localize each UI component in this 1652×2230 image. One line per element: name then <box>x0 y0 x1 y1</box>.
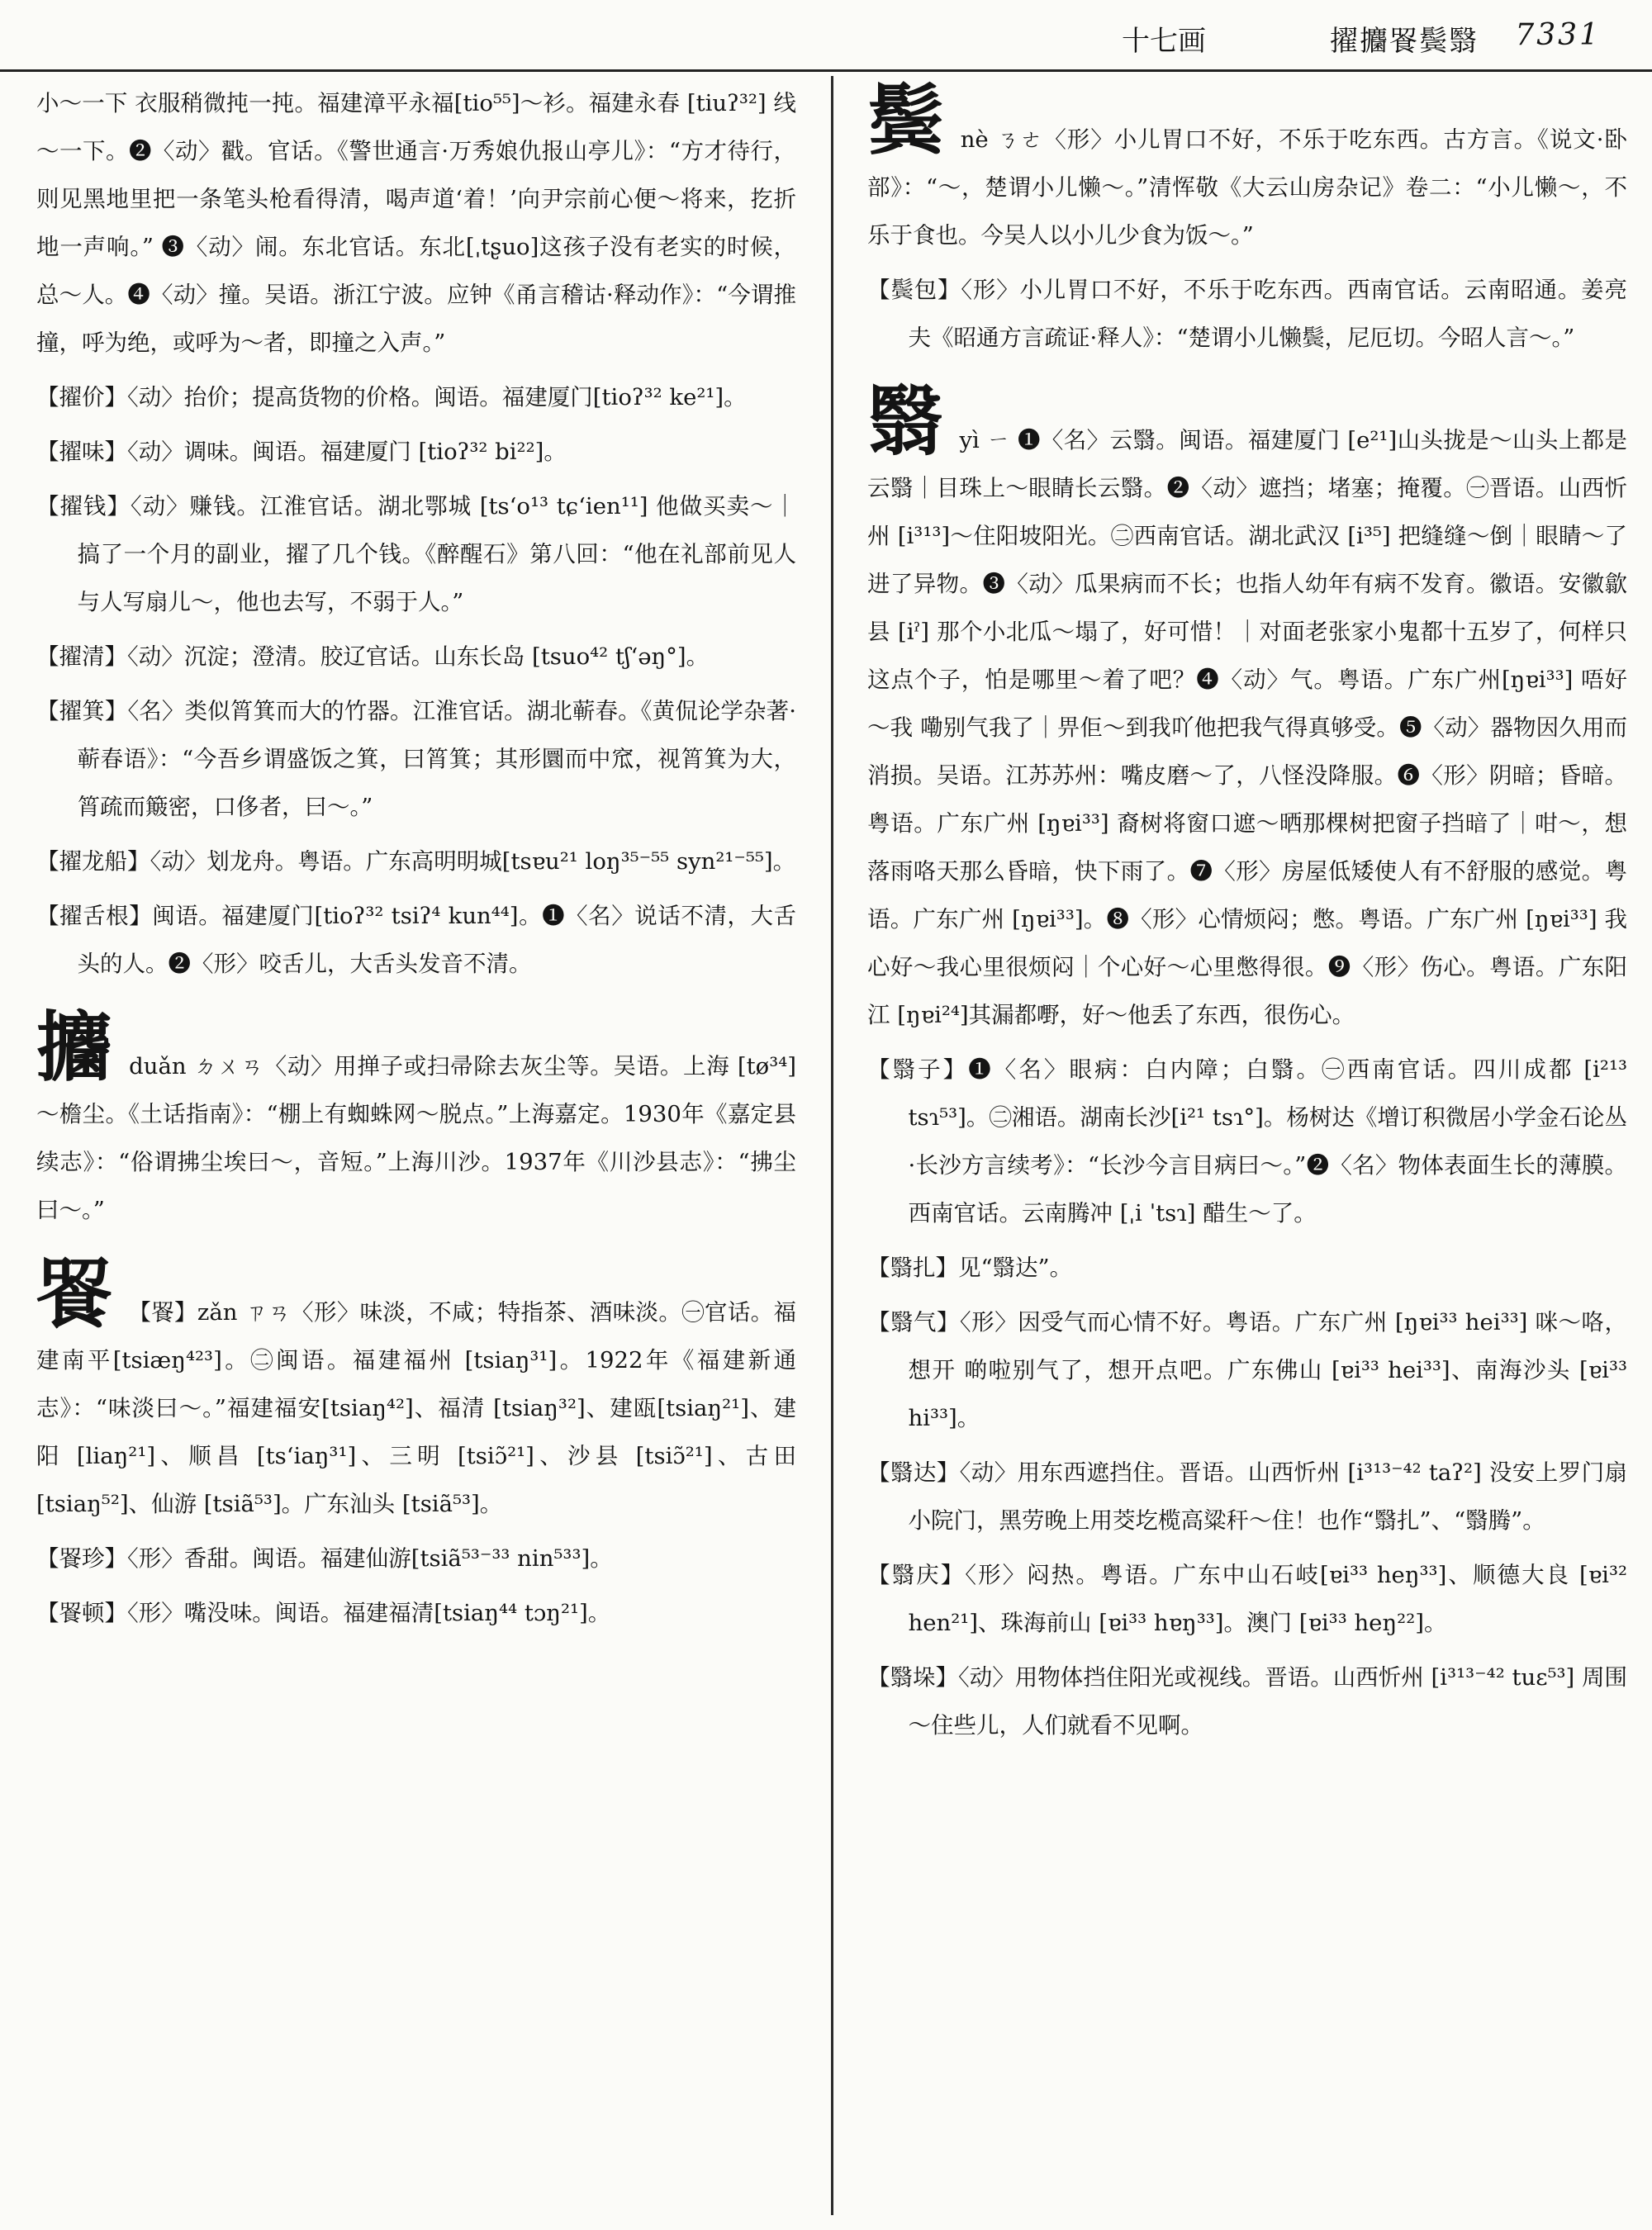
entry-yiduo: 【翳垛】〈动〉用物体挡住阳光或视线。晋语。山西忻州 [i³¹³⁻⁴² tuɛ⁵³] 周围～住些儿，人们就看不见啊。 <box>867 1664 1627 1739</box>
entry-zhuoji: 【擢箕】〈名〉类似筲箕而大的竹器。江淮官话。湖北蕲春。《黄侃论学杂著·蕲春语》：“今吾乡谓盛饭之箕，曰筲箕；其形圜而中窊，视筲箕为大，筲疏而簸密，口侈者，曰～。” <box>36 698 796 820</box>
right-column <box>867 79 1627 2218</box>
entry-zhuoqing: 【擢清】〈动〉沉淀；澄清。胶辽官话。山东长岛 [tsuo⁴² tʃʻəŋ°]。 <box>36 643 710 670</box>
column-divider <box>831 76 833 2215</box>
entry-zhuoqian: 【擢钱】〈动〉赚钱。江淮官话。湖北鄂城 [tsʻo¹³ tɕʻien¹¹] 他做买卖～｜搞了一个月的副业，擢了几个钱。《醉醒石》第八回：“他在礼部前见人与人写扇儿～，他也去写，不弱于人。” <box>36 493 796 615</box>
headword-ne-definition: nè ㄋㄜ〈形〉小儿胃口不好，不乐于吃东西。古方言。《说文·卧部》：“～，楚谓小儿懒～。”清恽敬《大云山房杂记》卷二：“小儿懒～，不乐于食也。今吴人以小儿少食为饭～。” <box>867 126 1627 249</box>
entry-zandun: 【䬭顿】〈形〉嘴没味。闽语。福建福清[tsiaŋ⁴⁴ tɔŋ²¹]。 <box>36 1600 611 1626</box>
entry-zhuojia: 【擢价】〈动〉抬价；提高货物的价格。闽语。福建厦门[tioʔ³² ke²¹]。 <box>36 384 747 410</box>
entry-zhuoshegen: 【擢舌根】闽语。福建厦门[tioʔ³² tsiʔ⁴ kun⁴⁴]。❶〈名〉说话不清，大舌头的人。❷〈形〉咬舌儿，大舌头发音不清。 <box>36 903 796 977</box>
entry-yida: 【翳达】〈动〉用东西遮挡住。晋语。山西忻州 [i³¹³⁻⁴² taʔ²] 没安上罗门扇小院门，黑劳晚上用茭圪榄高粱秆～住！也作“翳扎”、“翳腾”。 <box>867 1459 1627 1534</box>
entry-zhuowei: 【擢味】〈动〉调味。闽语。福建厦门 [tioʔ³² bi²²]。 <box>36 439 567 465</box>
entry-zhuolongchuan: 【擢龙船】〈动〉划龙舟。粤语。广东高明明城[tsɐu²¹ loŋ³⁵⁻⁵⁵ syn²¹⁻⁵⁵]。 <box>36 848 796 875</box>
entry-yizi: 【翳子】❶〈名〉眼病：白内障；白翳。㊀西南官话。四川成都 [i²¹³ tsɿ⁵³]。㊁湘语。湖南长沙[i²¹ tsɿ°]。杨树达《增订积微居小学金石论丛·长沙方言续考》：“长沙今言目病曰～。”❷〈名〉物体表面生长的薄膜。西南官话。云南腾冲 [ˌi ˈtsɿ] 醋生～了。 <box>867 1056 1627 1226</box>
headword-duan: 攟 <box>36 1003 113 1092</box>
page-number: 7331 <box>1515 18 1601 52</box>
headword-zan-block <box>36 1249 796 1528</box>
headword-duan-definition: duǎn ㄉㄨㄢ〈动〉用掸子或扫帚除去灰尘等。吴语。上海 [tø³⁴] ～檐尘。《土话指南》：“棚上有蜘蛛网～脱点。”上海嘉定。1930年《嘉定县续志》：“俗谓拂尘埃曰～，音短。”上海川沙。1937年《川沙县志》：“拂尘曰～。” <box>36 1053 796 1223</box>
headword-zan: 䬭 <box>36 1249 113 1338</box>
continued-entry-text: 小～一下 衣服稍微扽一扽。福建漳平永福[tio⁵⁵]～衫。福建永春 [tiuʔ³²] 线 ～一下。❷〈动〉戳。官话。《警世通言·万秀娘仇报山亭儿》：“方才待行，则见黑地里把一条笔头枪看得清，喝声道‘着！’向尹宗前心便～将来，扢折地一声响。” ❸〈动〉闹。东北官话。东北[ˌtʂuo]这孩子没有老实的时候，总～人。❹〈动〉撞。吴语。浙江宁波。应钟《甬言稽诂·释动作》：“今谓推撞，呼为绝，或呼为～者，即撞之入声。” <box>36 90 796 356</box>
entry-yizha: 【翳扎】见“翳达”。 <box>867 1255 1073 1281</box>
left-column <box>36 79 796 2218</box>
entry-yiqi: 【翳气】〈形〉因受气而心情不好。粤语。广东广州 [ŋɐi³³ hei³³] 咪～咯，想开 啲啦别气了，想开点吧。广东佛山 [ɐi³³ hei³³]、南海沙头 [ɐi³³ hi³³]。 <box>867 1309 1627 1431</box>
header-characters: 擢攟䬭鬓翳 <box>1330 25 1479 58</box>
headword-ne-block <box>867 79 1627 259</box>
headword-zan-definition: 【䬭】zǎn ㄗㄢ〈形〉味淡，不咸；特指茶、酒味淡。㊀官话。福建南平[tsiæŋ⁴²³]。㊁闽语。福建福州 [tsiaŋ³¹]。1922年《福建新通志》：“味淡曰～。”福建福安[tsiaŋ⁴²]、福清 [tsiaŋ³²]、建瓯[tsiaŋ²¹]、建阳 [liaŋ²¹]、顺昌 [tsʻiaŋ³¹]、三明 [tsiɔ̃²¹]、沙县 [tsiɔ̃²¹]、古田 [tsiaŋ⁵²]、仙游 [tsiã⁵³]。广东汕头 [tsiã⁵³]。 <box>36 1299 796 1517</box>
entry-zanzhen: 【䬭珍】〈形〉香甜。闽语。福建仙游[tsiã⁵³⁻³³ nin⁵³³]。 <box>36 1545 613 1572</box>
headword-yi-block <box>867 377 1627 1039</box>
stroke-count: 十七画 <box>1122 25 1206 58</box>
entry-nebao: 【鬓包】〈形〉小儿胃口不好，不乐于吃东西。西南官话。云南昭通。姜亮夫《昭通方言疏证·释人》：“楚谓小儿懒鬓，尼厄切。今昭人言～。” <box>867 277 1627 351</box>
headword-duan-block <box>36 1003 796 1234</box>
headword-yi: 翳 <box>867 377 944 466</box>
headword-yi-definition: yì ㄧ ❶〈名〉云翳。闽语。福建厦门 [e²¹]山头拢是～山头上都是云翳｜目珠上～眼睛长云翳。❷〈动〉遮挡；堵塞；掩覆。㊀晋语。山西忻州 [i³¹³]～住阳坡阳光。㊁西南官话。湖北武汉 [i³⁵] 把缝缝～倒｜眼睛～了进了异物。❸〈动〉瓜果病而不长；也指人幼年有病不发育。徽语。安徽歙县 [iˀ] 那个小北瓜～塌了，好可惜！｜对面老张家小鬼都十五岁了，何样只这点个子，怕是哪里～着了吧？❹〈动〉气。粤语。广东广州[ŋɐi³³] 唔好～我 嘞别气我了｜畀佢～到我吖他把我气得真够受。❺〈动〉器物因久用而消损。吴语。江苏苏州：嘴皮磨～了，八怪没降服。❻〈形〉阴暗；昏暗。粤语。广东广州 [ŋɐi³³] 裔树将窗口遮～晒那棵树把窗子挡暗了｜咁～，想落雨咯天那么昏暗，快下雨了。❼〈形〉房屋低矮使人有不舒服的感觉。粤语。广东广州 [ŋɐi³³]。❽〈形〉心情烦闷；憋。粤语。广东广州 [ŋɐi³³] 我心好～我心里很烦闷｜个心好～心里憋得很。❾〈形〉伤心。粤语。广东阳江 [ŋɐi²⁴]其漏都嘢，好～他丢了东西，很伤心。 <box>867 427 1627 1028</box>
page-header <box>0 0 1652 72</box>
headword-ne: 鬓 <box>867 79 944 165</box>
entry-yiqing: 【翳庆】〈形〉闷热。粤语。广东中山石岐[ɐi³³ heŋ³³]、顺德大良 [ɐi³² hen²¹]、珠海前山 [ɐi³³ hɐŋ³³]。澳门 [ɐi³³ heŋ²²]。 <box>867 1562 1627 1636</box>
